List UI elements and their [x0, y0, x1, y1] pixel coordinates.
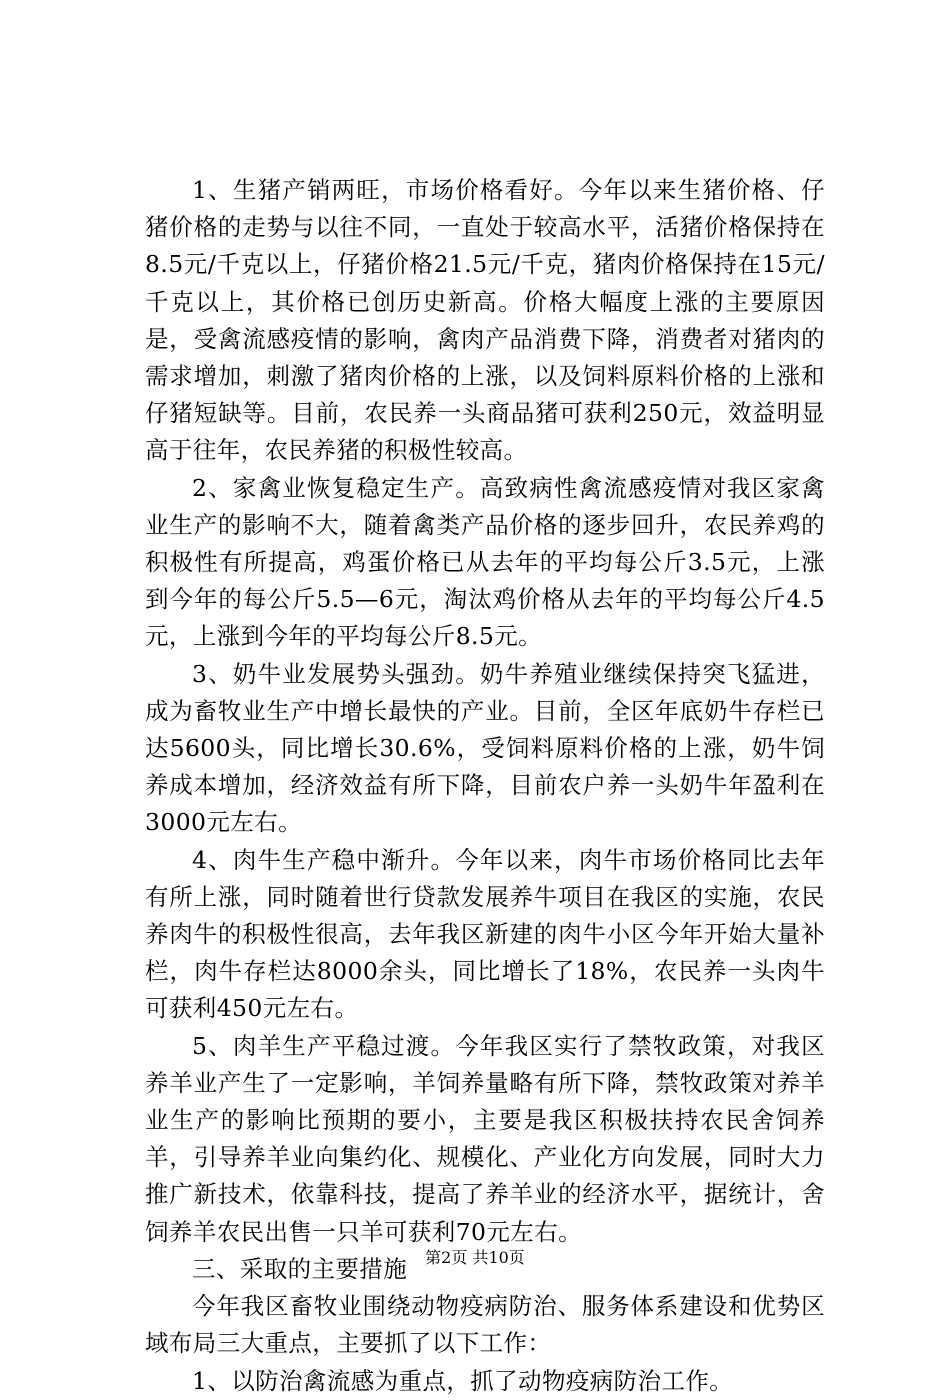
paragraph-mutton-sheep: 5、肉羊生产平稳过渡。今年我区实行了禁牧政策，对我区养羊业产生了一定影响，羊饲养量略有所下降，禁牧政策对养羊业生产的影响比预期的要小，主要是我区积极扶持农民舍饲养羊，引导养羊业向集约化、规模化、产业化方向发展，同时大力推广新技术，依靠科技，提高了养羊业的经济水平，据统计，舍饲养羊农民出售一只羊可获利70元左右。: [145, 1031, 825, 1246]
section-heading: 三、采取的主要措施: [192, 1254, 408, 1283]
paragraph-item-1: 1、以防治禽流感为重点，抓了动物疫病防治工作。: [192, 1366, 734, 1395]
page-footer: 第2页 共10页: [425, 1248, 525, 1267]
paragraph-hog-production: 1、生猪产销两旺，市场价格看好。今年以来生猪价格、仔猪价格的走势与以往不同，一直处于较高水平，活猪价格保持在8.5元/千克以上，仔猪价格21.5元/千克，猪肉价格保持在15元/千克以上，其价格已创历史新高。价格大幅度上涨的主要原因是，受禽流感疫情的影响，禽肉产品消费下降，消费者对猪肉的需求增加，刺激了猪肉价格的上涨，以及饲料原料价格的上涨和仔猪短缺等。目前，农民养一头商品猪可获利250元，效益明显高于往年，农民养猪的积极性较高。: [145, 176, 825, 465]
document-body: [145, 172, 825, 1400]
paragraph-beef-cattle: 4、肉牛生产稳中渐升。今年以来，肉牛市场价格同比去年有所上涨，同时随着世行贷款发展养牛项目在我区的实施，农民养肉牛的积极性很高，去年我区新建的肉牛小区今年开始大量补栏，肉牛存栏达8000余头，同比增长了18%，农民养一头肉牛可获利450元左右。: [145, 845, 825, 1023]
paragraph-poultry: 2、家禽业恢复稳定生产。高致病性禽流感疫情对我区家禽业生产的影响不大，随着禽类产品价格的逐步回升，农民养鸡的积极性有所提高，鸡蛋价格已从去年的平均每公斤3.5元，上涨到今年的每公斤5.5—6元，淘汰鸡价格从去年的平均每公斤4.5元，上涨到今年的平均每公斤8.5元。: [145, 473, 825, 651]
paragraph-intro: 今年我区畜牧业围绕动物疫病防治、服务体系建设和优势区域布局三大重点，主要抓了以下工作：: [145, 1292, 825, 1358]
paragraph-dairy-cattle: 3、奶牛业发展势头强劲。奶牛养殖业继续保持突飞猛进，成为畜牧业生产中增长最快的产业。目前，全区年底奶牛存栏已达5600头，同比增长30.6%，受饲料原料价格的上涨，奶牛饲养成本增加，经济效益有所下降，目前农户养一头奶牛年盈利在3000元左右。: [145, 659, 825, 837]
